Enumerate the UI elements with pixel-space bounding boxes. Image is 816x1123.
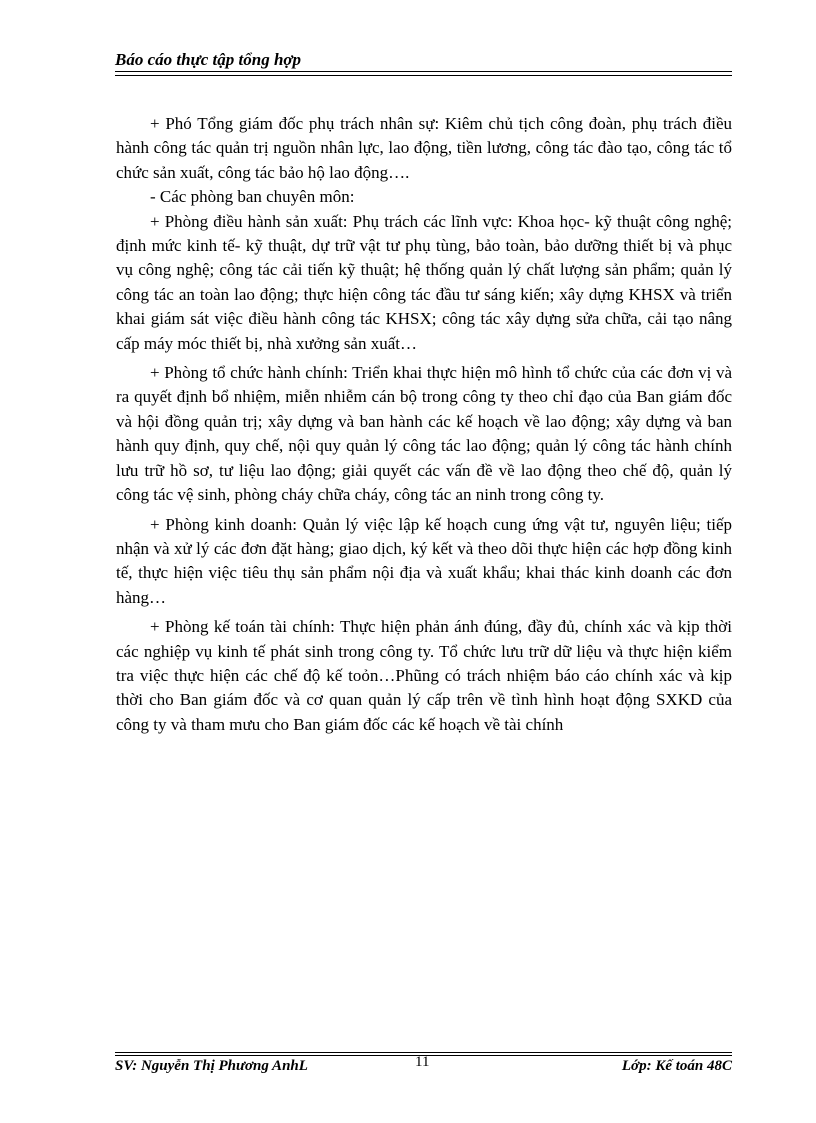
header-rule <box>115 75 732 76</box>
footer-student-name: SV: Nguyễn Thị Phương AnhL <box>115 1058 308 1074</box>
page-header <box>115 50 732 72</box>
paragraph-accounting-dept: + Phòng kế toán tài chính: Thực hiện phản ánh đúng, đầy đủ, chính xác và kịp thời các nghiệp vụ kinh tế phát sinh trong công ty. Tổ chức lưu trữ dữ liệu và thực hiện kiểm tra việc thực hiện các chế độ kế toỏn…Phũng có trách nhiệm báo cáo chính xác và kịp thời cho Ban giám đốc và cơ quan quản lý cấp trên về tình hình hoạt động SXKD của công ty và tham mưu cho Ban giám đốc các kế hoạch về tài chính <box>116 617 732 734</box>
paragraph-vice-director: + Phó Tổng giám đốc phụ trách nhân sự: Kiêm chủ tịch công đoàn, phụ trách điều hành công tác quản trị nguồn nhân lực, lao động, tiền lương, công tác đào tạo, công tác tổ chức sản xuất, công tác bảo hộ lao động…. <box>116 114 732 182</box>
page-footer <box>115 1054 732 1080</box>
page-number: 11 <box>415 1054 430 1070</box>
footer-class: Lớp: Kế toán 48C <box>621 1058 732 1074</box>
paragraph-admin-dept: + Phòng tổ chức hành chính: Triển khai thực hiện mô hình tổ chức của các đơn vị và ra quyết định bổ nhiệm, miễn nhiễm cán bộ trong công ty theo chỉ đạo của Ban giám đốc và hội đồng quản trị; xây dựng và ban hành các kế hoạch về lao động; xây dựng và ban hành quy định, quy chế, nội quy quản lý công tác lao động; quản lý công tác hành chính lưu trữ hồ sơ, tư liệu lao động; giải quyết các vấn đề về lao động theo chế độ, quản lý công tác vệ sinh, phòng cháy chữa cháy, công tác an ninh trong công ty. <box>116 363 732 505</box>
paragraph-production-dept: + Phòng điều hành sản xuất: Phụ trách các lĩnh vực: Khoa học- kỹ thuật công nghệ; định mức kinh tế- kỹ thuật, dự trữ vật tư phụ tùng, bảo toàn, bảo dưỡng thiết bị và phục vụ công nghệ; công tác cải tiến kỹ thuật; hệ thống quản lý chất lượng sản phẩm; quản lý công tác an toàn lao động; thực hiện công tác đầu tư sáng kiến; xây dựng KHSX và triển khai giám sát việc điều hành công tác KHSX; công tác xây dựng sửa chữa, cải tạo nâng cấp máy móc thiết bị, nhà xưởng sản xuất… <box>116 211 732 353</box>
paragraph-departments-heading: - Các phòng ban chuyên môn: <box>150 187 355 207</box>
document-body <box>116 112 732 737</box>
paragraph-business-dept: + Phòng kinh doanh: Quản lý việc lập kế hoạch cung ứng vật tư, nguyên liệu; tiếp nhận và xử lý các đơn đặt hàng; giao dịch, ký kết và theo dõi thực hiện các hợp đồng kinh tế, thực hiện việc tiêu thụ sản phẩm nội địa và xuất khẩu; khai thác kinh doanh các đơn hàng… <box>116 514 732 607</box>
header-title: Báo cáo thực tập tổng hợp <box>115 50 302 69</box>
footer-rule <box>115 1052 732 1053</box>
